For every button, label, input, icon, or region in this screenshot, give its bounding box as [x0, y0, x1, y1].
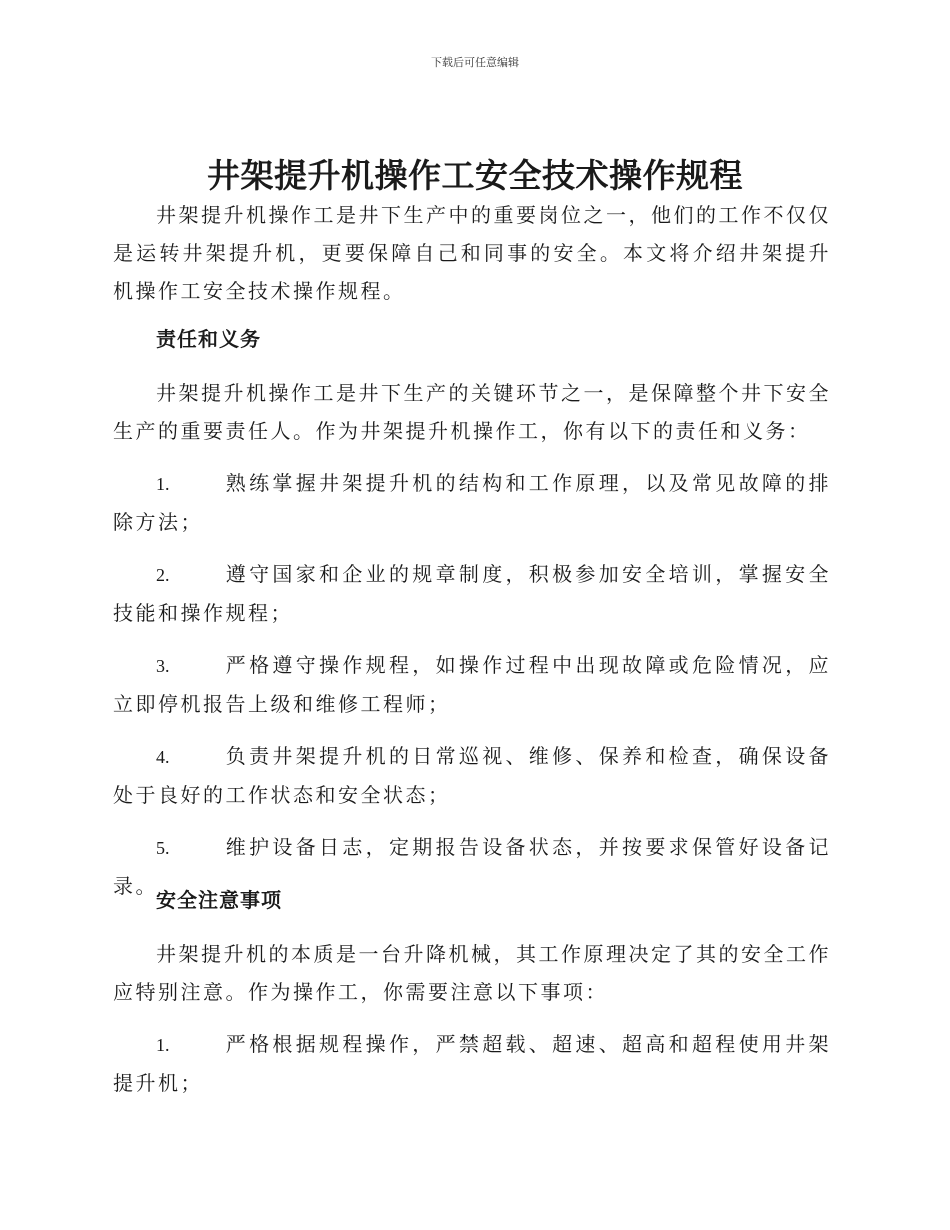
- list-item-text: 熟练掌握井架提升机的结构和工作原理，以及常见故障的排除方法；: [113, 471, 831, 534]
- section-heading-safety: 安全注意事项: [156, 888, 282, 912]
- list-item: [113, 737, 831, 814]
- list-item: [113, 464, 831, 541]
- list-item-text: 严格遵守操作规程，如操作过程中出现故障或危险情况，应立即停机报告上级和维修工程师；: [113, 653, 831, 716]
- list-item-text: 负责井架提升机的日常巡视、维修、保养和检查，确保设备处于良好的工作状态和安全状态；: [113, 744, 831, 807]
- section-heading-responsibilities: 责任和义务: [156, 327, 261, 351]
- list-item-number: 4.: [156, 747, 170, 767]
- intro-paragraph: 井架提升机操作工是井下生产中的重要岗位之一，他们的工作不仅仅是运转井架提升机，更要保障自己和同事的安全。本文将介绍井架提升机操作工安全技术操作规程。: [113, 203, 831, 303]
- responsibilities-paragraph: 井架提升机操作工是井下生产的关键环节之一，是保障整个井下安全生产的重要责任人。作为井架提升机操作工，你有以下的责任和义务：: [113, 381, 831, 443]
- document-title: 井架提升机操作工安全技术操作规程: [207, 156, 743, 195]
- list-item-number: 3.: [156, 656, 170, 676]
- list-item-number: 1.: [156, 474, 170, 494]
- list-item-number: 1.: [156, 1035, 170, 1055]
- list-item: [113, 1025, 831, 1102]
- list-item-number: 5.: [156, 838, 170, 858]
- list-item-text: 维护设备日志，定期报告设备状态，并按要求保管好设备记录。: [113, 835, 831, 898]
- list-item: [113, 646, 831, 723]
- list-item: [113, 555, 831, 632]
- header-note: 下载后可任意编辑: [431, 56, 519, 69]
- list-item-number: 2.: [156, 565, 170, 585]
- safety-paragraph: 井架提升机的本质是一台升降机械，其工作原理决定了其的安全工作应特别注意。作为操作工，你需要注意以下事项：: [113, 942, 831, 1004]
- list-item-text: 严格根据规程操作，严禁超载、超速、超高和超程使用井架提升机；: [113, 1032, 831, 1095]
- list-item-text: 遵守国家和企业的规章制度，积极参加安全培训，掌握安全技能和操作规程；: [113, 562, 831, 625]
